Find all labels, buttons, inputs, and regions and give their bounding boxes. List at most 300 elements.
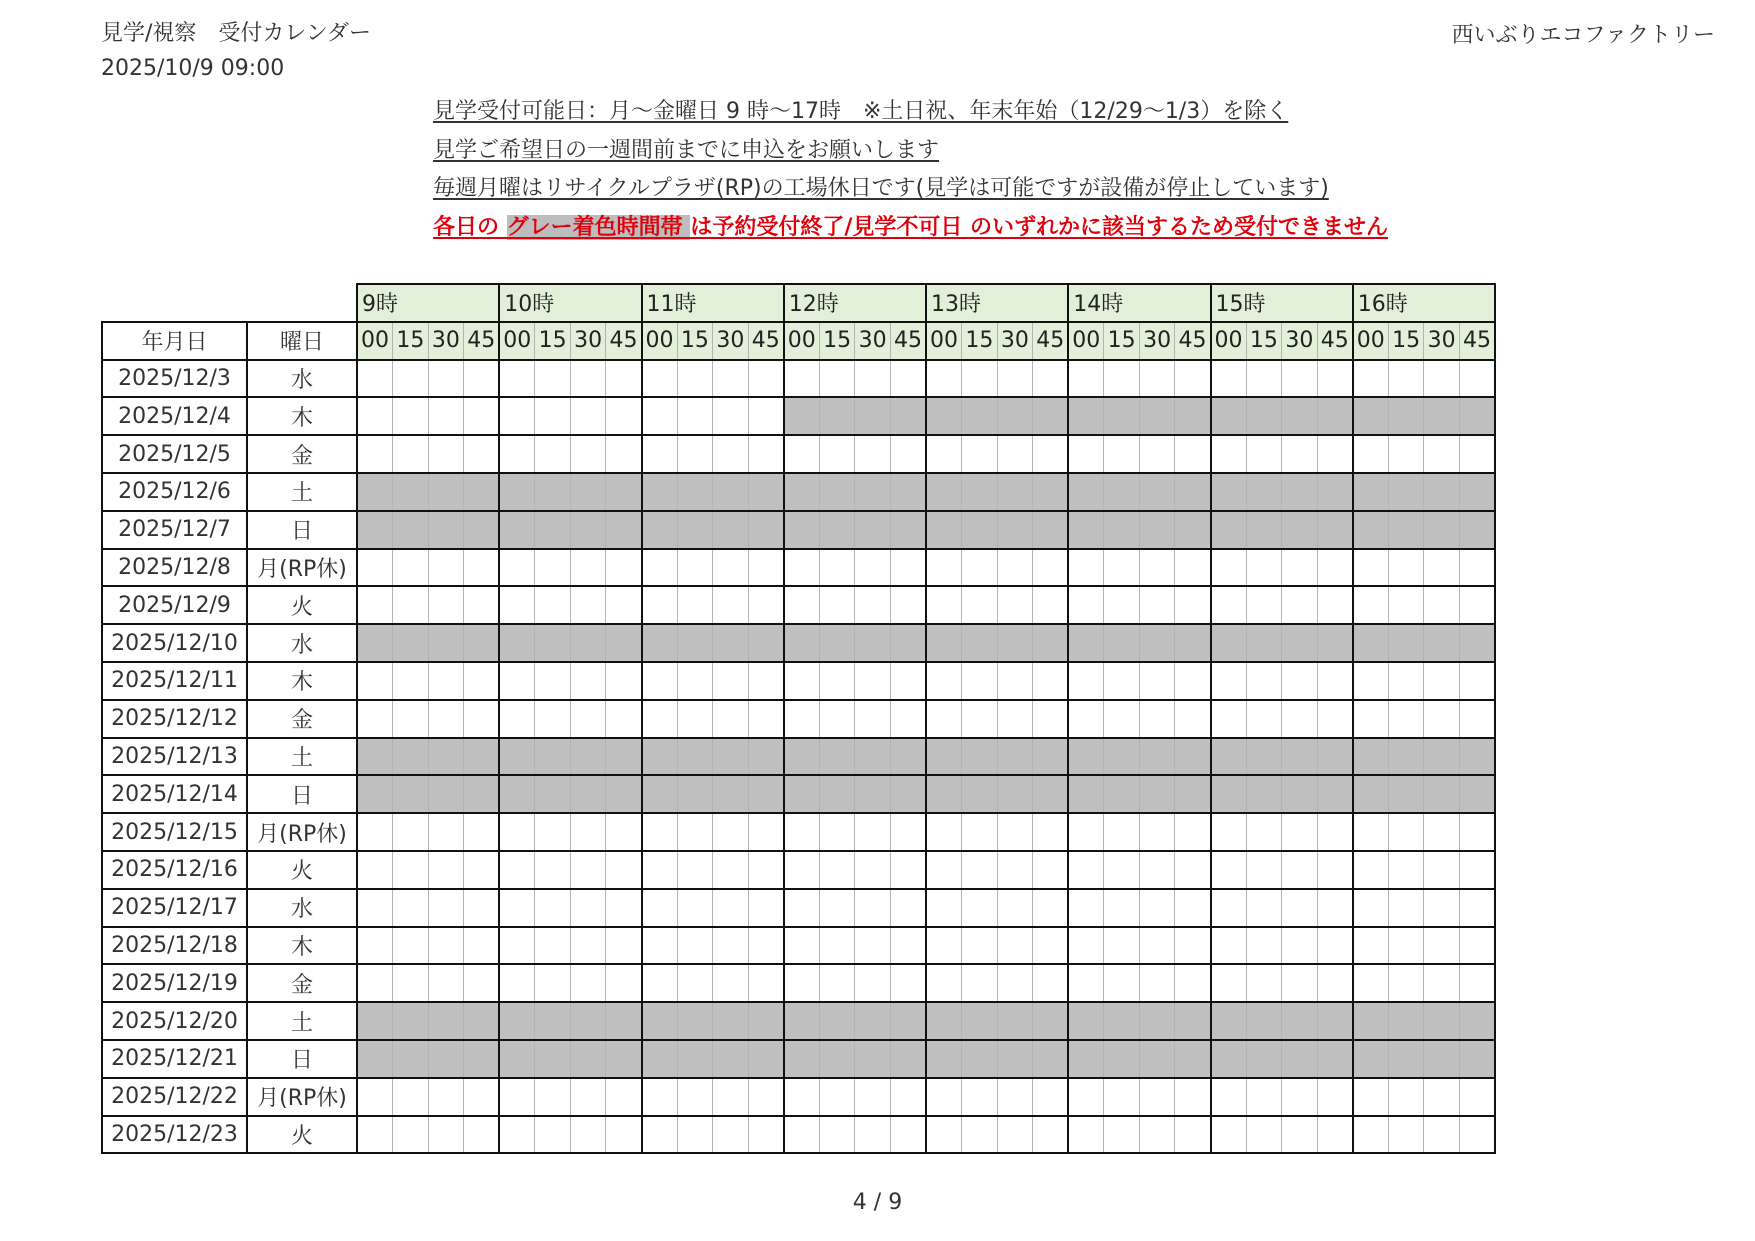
time-slot-open[interactable] — [1139, 700, 1175, 738]
time-slot-open[interactable] — [464, 662, 500, 700]
time-slot-open[interactable] — [428, 586, 464, 624]
time-slot-open[interactable] — [677, 851, 713, 889]
time-slot-open[interactable] — [428, 549, 464, 587]
time-slot-open[interactable] — [784, 813, 820, 851]
time-slot-open[interactable] — [926, 549, 962, 587]
time-slot-open[interactable] — [962, 1116, 998, 1154]
time-slot-open[interactable] — [499, 700, 535, 738]
time-slot-open[interactable] — [642, 397, 678, 435]
time-slot-open[interactable] — [819, 435, 855, 473]
time-slot-open[interactable] — [1353, 435, 1389, 473]
time-slot-open[interactable] — [464, 964, 500, 1002]
time-slot-open[interactable] — [748, 927, 784, 965]
time-slot-open[interactable] — [962, 549, 998, 587]
time-slot-open[interactable] — [1246, 435, 1282, 473]
time-slot-open[interactable] — [499, 662, 535, 700]
time-slot-open[interactable] — [1139, 851, 1175, 889]
time-slot-open[interactable] — [1104, 586, 1140, 624]
time-slot-open[interactable] — [606, 889, 642, 927]
time-slot-open[interactable] — [1033, 586, 1069, 624]
time-slot-open[interactable] — [393, 549, 429, 587]
time-slot-open[interactable] — [1424, 851, 1460, 889]
time-slot-open[interactable] — [962, 813, 998, 851]
time-slot-open[interactable] — [1104, 662, 1140, 700]
time-slot-open[interactable] — [1317, 851, 1353, 889]
time-slot-open[interactable] — [1353, 851, 1389, 889]
time-slot-open[interactable] — [606, 662, 642, 700]
time-slot-open[interactable] — [1353, 662, 1389, 700]
time-slot-open[interactable] — [499, 360, 535, 398]
time-slot-open[interactable] — [677, 813, 713, 851]
time-slot-open[interactable] — [926, 964, 962, 1002]
time-slot-open[interactable] — [748, 851, 784, 889]
time-slot-open[interactable] — [1068, 435, 1104, 473]
time-slot-open[interactable] — [1353, 889, 1389, 927]
time-slot-open[interactable] — [357, 851, 393, 889]
time-slot-open[interactable] — [1211, 1116, 1247, 1154]
time-slot-open[interactable] — [1388, 927, 1424, 965]
time-slot-open[interactable] — [748, 964, 784, 1002]
time-slot-open[interactable] — [1211, 586, 1247, 624]
time-slot-open[interactable] — [1459, 1078, 1495, 1116]
time-slot-open[interactable] — [1317, 700, 1353, 738]
time-slot-open[interactable] — [713, 700, 749, 738]
time-slot-open[interactable] — [926, 889, 962, 927]
time-slot-open[interactable] — [535, 1078, 571, 1116]
time-slot-open[interactable] — [1459, 586, 1495, 624]
time-slot-open[interactable] — [855, 360, 891, 398]
time-slot-open[interactable] — [393, 813, 429, 851]
time-slot-open[interactable] — [1033, 662, 1069, 700]
time-slot-open[interactable] — [784, 435, 820, 473]
time-slot-open[interactable] — [1068, 360, 1104, 398]
time-slot-open[interactable] — [855, 851, 891, 889]
time-slot-open[interactable] — [1246, 927, 1282, 965]
time-slot-open[interactable] — [784, 1078, 820, 1116]
time-slot-open[interactable] — [1068, 549, 1104, 587]
time-slot-open[interactable] — [1068, 851, 1104, 889]
time-slot-open[interactable] — [748, 586, 784, 624]
time-slot-open[interactable] — [1104, 1116, 1140, 1154]
time-slot-open[interactable] — [1317, 360, 1353, 398]
time-slot-open[interactable] — [606, 397, 642, 435]
time-slot-open[interactable] — [962, 964, 998, 1002]
time-slot-open[interactable] — [1033, 549, 1069, 587]
time-slot-open[interactable] — [393, 397, 429, 435]
time-slot-open[interactable] — [855, 1078, 891, 1116]
time-slot-open[interactable] — [606, 1078, 642, 1116]
time-slot-open[interactable] — [1175, 360, 1211, 398]
time-slot-open[interactable] — [1353, 927, 1389, 965]
time-slot-open[interactable] — [642, 1116, 678, 1154]
time-slot-open[interactable] — [890, 662, 926, 700]
time-slot-open[interactable] — [1317, 662, 1353, 700]
time-slot-open[interactable] — [819, 700, 855, 738]
time-slot-open[interactable] — [357, 964, 393, 1002]
time-slot-open[interactable] — [962, 435, 998, 473]
time-slot-open[interactable] — [1317, 549, 1353, 587]
time-slot-open[interactable] — [464, 851, 500, 889]
time-slot-open[interactable] — [357, 1078, 393, 1116]
time-slot-open[interactable] — [1068, 700, 1104, 738]
time-slot-open[interactable] — [1104, 549, 1140, 587]
time-slot-open[interactable] — [499, 1078, 535, 1116]
time-slot-open[interactable] — [357, 700, 393, 738]
time-slot-open[interactable] — [1459, 360, 1495, 398]
time-slot-open[interactable] — [713, 813, 749, 851]
time-slot-open[interactable] — [713, 927, 749, 965]
time-slot-open[interactable] — [1424, 549, 1460, 587]
time-slot-open[interactable] — [499, 549, 535, 587]
time-slot-open[interactable] — [1139, 813, 1175, 851]
time-slot-open[interactable] — [855, 662, 891, 700]
time-slot-open[interactable] — [357, 927, 393, 965]
time-slot-open[interactable] — [1139, 586, 1175, 624]
time-slot-open[interactable] — [393, 927, 429, 965]
time-slot-open[interactable] — [642, 549, 678, 587]
time-slot-open[interactable] — [606, 435, 642, 473]
time-slot-open[interactable] — [570, 1116, 606, 1154]
time-slot-open[interactable] — [926, 851, 962, 889]
time-slot-open[interactable] — [1424, 813, 1460, 851]
time-slot-open[interactable] — [1388, 700, 1424, 738]
time-slot-open[interactable] — [1139, 964, 1175, 1002]
time-slot-open[interactable] — [1139, 662, 1175, 700]
time-slot-open[interactable] — [1317, 586, 1353, 624]
time-slot-open[interactable] — [1424, 1078, 1460, 1116]
time-slot-open[interactable] — [1139, 549, 1175, 587]
time-slot-open[interactable] — [677, 1116, 713, 1154]
time-slot-open[interactable] — [606, 1116, 642, 1154]
time-slot-open[interactable] — [393, 662, 429, 700]
time-slot-open[interactable] — [1353, 964, 1389, 1002]
time-slot-open[interactable] — [962, 889, 998, 927]
time-slot-open[interactable] — [1424, 889, 1460, 927]
time-slot-open[interactable] — [606, 813, 642, 851]
time-slot-open[interactable] — [1211, 851, 1247, 889]
time-slot-open[interactable] — [570, 889, 606, 927]
time-slot-open[interactable] — [1246, 700, 1282, 738]
time-slot-open[interactable] — [1424, 435, 1460, 473]
time-slot-open[interactable] — [570, 813, 606, 851]
time-slot-open[interactable] — [1459, 927, 1495, 965]
time-slot-open[interactable] — [1317, 813, 1353, 851]
time-slot-open[interactable] — [677, 662, 713, 700]
time-slot-open[interactable] — [1353, 1116, 1389, 1154]
time-slot-open[interactable] — [1317, 1116, 1353, 1154]
time-slot-open[interactable] — [890, 360, 926, 398]
time-slot-open[interactable] — [713, 964, 749, 1002]
time-slot-open[interactable] — [1033, 889, 1069, 927]
time-slot-open[interactable] — [855, 1116, 891, 1154]
time-slot-open[interactable] — [535, 586, 571, 624]
time-slot-open[interactable] — [819, 851, 855, 889]
time-slot-open[interactable] — [535, 813, 571, 851]
time-slot-open[interactable] — [535, 889, 571, 927]
time-slot-open[interactable] — [1175, 851, 1211, 889]
time-slot-open[interactable] — [677, 700, 713, 738]
time-slot-open[interactable] — [1424, 700, 1460, 738]
time-slot-open[interactable] — [1388, 662, 1424, 700]
time-slot-open[interactable] — [890, 549, 926, 587]
time-slot-open[interactable] — [642, 851, 678, 889]
time-slot-open[interactable] — [1068, 889, 1104, 927]
time-slot-open[interactable] — [1175, 549, 1211, 587]
time-slot-open[interactable] — [1317, 1078, 1353, 1116]
time-slot-open[interactable] — [748, 549, 784, 587]
time-slot-open[interactable] — [713, 889, 749, 927]
time-slot-open[interactable] — [1459, 662, 1495, 700]
time-slot-open[interactable] — [1424, 927, 1460, 965]
time-slot-open[interactable] — [677, 889, 713, 927]
time-slot-open[interactable] — [997, 851, 1033, 889]
time-slot-open[interactable] — [1104, 700, 1140, 738]
time-slot-open[interactable] — [570, 662, 606, 700]
time-slot-open[interactable] — [1388, 1078, 1424, 1116]
time-slot-open[interactable] — [357, 586, 393, 624]
time-slot-open[interactable] — [606, 700, 642, 738]
time-slot-open[interactable] — [393, 586, 429, 624]
time-slot-open[interactable] — [677, 927, 713, 965]
time-slot-open[interactable] — [1211, 435, 1247, 473]
time-slot-open[interactable] — [1353, 1078, 1389, 1116]
time-slot-open[interactable] — [1459, 549, 1495, 587]
time-slot-open[interactable] — [855, 435, 891, 473]
time-slot-open[interactable] — [570, 851, 606, 889]
time-slot-open[interactable] — [819, 549, 855, 587]
time-slot-open[interactable] — [855, 927, 891, 965]
time-slot-open[interactable] — [1068, 1078, 1104, 1116]
time-slot-open[interactable] — [713, 1078, 749, 1116]
time-slot-open[interactable] — [1353, 586, 1389, 624]
time-slot-open[interactable] — [1175, 700, 1211, 738]
time-slot-open[interactable] — [1175, 435, 1211, 473]
time-slot-open[interactable] — [570, 586, 606, 624]
time-slot-open[interactable] — [1246, 586, 1282, 624]
time-slot-open[interactable] — [890, 435, 926, 473]
time-slot-open[interactable] — [997, 586, 1033, 624]
time-slot-open[interactable] — [428, 1078, 464, 1116]
time-slot-open[interactable] — [1353, 360, 1389, 398]
time-slot-open[interactable] — [997, 964, 1033, 1002]
time-slot-open[interactable] — [1282, 662, 1318, 700]
time-slot-open[interactable] — [464, 889, 500, 927]
time-slot-open[interactable] — [713, 586, 749, 624]
time-slot-open[interactable] — [1282, 586, 1318, 624]
time-slot-open[interactable] — [1068, 662, 1104, 700]
time-slot-open[interactable] — [819, 1116, 855, 1154]
time-slot-open[interactable] — [357, 549, 393, 587]
time-slot-open[interactable] — [784, 662, 820, 700]
time-slot-open[interactable] — [890, 964, 926, 1002]
time-slot-open[interactable] — [1139, 435, 1175, 473]
time-slot-open[interactable] — [1033, 1078, 1069, 1116]
time-slot-open[interactable] — [1139, 360, 1175, 398]
time-slot-open[interactable] — [464, 586, 500, 624]
time-slot-open[interactable] — [819, 586, 855, 624]
time-slot-open[interactable] — [1033, 700, 1069, 738]
time-slot-open[interactable] — [570, 964, 606, 1002]
time-slot-open[interactable] — [642, 360, 678, 398]
time-slot-open[interactable] — [393, 1116, 429, 1154]
time-slot-open[interactable] — [464, 360, 500, 398]
time-slot-open[interactable] — [677, 964, 713, 1002]
time-slot-open[interactable] — [1104, 1078, 1140, 1116]
time-slot-open[interactable] — [535, 964, 571, 1002]
time-slot-open[interactable] — [1424, 964, 1460, 1002]
time-slot-open[interactable] — [1317, 964, 1353, 1002]
time-slot-open[interactable] — [1282, 700, 1318, 738]
time-slot-open[interactable] — [926, 1078, 962, 1116]
time-slot-open[interactable] — [1388, 549, 1424, 587]
time-slot-open[interactable] — [819, 360, 855, 398]
time-slot-open[interactable] — [535, 549, 571, 587]
time-slot-open[interactable] — [962, 927, 998, 965]
time-slot-open[interactable] — [1424, 662, 1460, 700]
time-slot-open[interactable] — [393, 700, 429, 738]
time-slot-open[interactable] — [642, 435, 678, 473]
time-slot-open[interactable] — [1353, 700, 1389, 738]
time-slot-open[interactable] — [393, 889, 429, 927]
time-slot-open[interactable] — [1068, 813, 1104, 851]
time-slot-open[interactable] — [819, 964, 855, 1002]
time-slot-open[interactable] — [428, 813, 464, 851]
time-slot-open[interactable] — [1033, 1116, 1069, 1154]
time-slot-open[interactable] — [855, 586, 891, 624]
time-slot-open[interactable] — [428, 662, 464, 700]
time-slot-open[interactable] — [997, 700, 1033, 738]
time-slot-open[interactable] — [535, 700, 571, 738]
time-slot-open[interactable] — [926, 700, 962, 738]
time-slot-open[interactable] — [748, 360, 784, 398]
time-slot-open[interactable] — [606, 964, 642, 1002]
time-slot-open[interactable] — [570, 549, 606, 587]
time-slot-open[interactable] — [926, 360, 962, 398]
time-slot-open[interactable] — [997, 813, 1033, 851]
time-slot-open[interactable] — [784, 700, 820, 738]
time-slot-open[interactable] — [1459, 813, 1495, 851]
time-slot-open[interactable] — [890, 889, 926, 927]
time-slot-open[interactable] — [499, 927, 535, 965]
time-slot-open[interactable] — [1175, 813, 1211, 851]
time-slot-open[interactable] — [997, 435, 1033, 473]
time-slot-open[interactable] — [1317, 889, 1353, 927]
time-slot-open[interactable] — [890, 586, 926, 624]
time-slot-open[interactable] — [713, 435, 749, 473]
time-slot-open[interactable] — [606, 586, 642, 624]
time-slot-open[interactable] — [1033, 435, 1069, 473]
time-slot-open[interactable] — [1104, 927, 1140, 965]
time-slot-open[interactable] — [713, 1116, 749, 1154]
time-slot-open[interactable] — [962, 700, 998, 738]
time-slot-open[interactable] — [1175, 964, 1211, 1002]
time-slot-open[interactable] — [1104, 435, 1140, 473]
time-slot-open[interactable] — [535, 662, 571, 700]
time-slot-open[interactable] — [748, 435, 784, 473]
time-slot-open[interactable] — [855, 549, 891, 587]
time-slot-open[interactable] — [1388, 889, 1424, 927]
time-slot-open[interactable] — [997, 889, 1033, 927]
time-slot-open[interactable] — [393, 1078, 429, 1116]
time-slot-open[interactable] — [784, 851, 820, 889]
time-slot-open[interactable] — [428, 360, 464, 398]
time-slot-open[interactable] — [1033, 813, 1069, 851]
time-slot-open[interactable] — [357, 397, 393, 435]
time-slot-open[interactable] — [748, 662, 784, 700]
time-slot-open[interactable] — [1282, 435, 1318, 473]
time-slot-open[interactable] — [819, 889, 855, 927]
time-slot-open[interactable] — [890, 700, 926, 738]
time-slot-open[interactable] — [784, 549, 820, 587]
time-slot-open[interactable] — [1459, 435, 1495, 473]
time-slot-open[interactable] — [1068, 586, 1104, 624]
time-slot-open[interactable] — [1282, 851, 1318, 889]
time-slot-open[interactable] — [464, 397, 500, 435]
time-slot-open[interactable] — [1246, 1116, 1282, 1154]
time-slot-open[interactable] — [464, 700, 500, 738]
time-slot-open[interactable] — [997, 927, 1033, 965]
time-slot-open[interactable] — [499, 397, 535, 435]
time-slot-open[interactable] — [1388, 435, 1424, 473]
time-slot-open[interactable] — [570, 700, 606, 738]
time-slot-open[interactable] — [642, 964, 678, 1002]
time-slot-open[interactable] — [1175, 1116, 1211, 1154]
time-slot-open[interactable] — [1246, 964, 1282, 1002]
time-slot-open[interactable] — [1246, 360, 1282, 398]
time-slot-open[interactable] — [784, 586, 820, 624]
time-slot-open[interactable] — [890, 813, 926, 851]
time-slot-open[interactable] — [428, 435, 464, 473]
time-slot-open[interactable] — [1104, 851, 1140, 889]
time-slot-open[interactable] — [1211, 360, 1247, 398]
time-slot-open[interactable] — [570, 360, 606, 398]
time-slot-open[interactable] — [677, 397, 713, 435]
time-slot-open[interactable] — [393, 851, 429, 889]
time-slot-open[interactable] — [1211, 889, 1247, 927]
time-slot-open[interactable] — [499, 435, 535, 473]
time-slot-open[interactable] — [642, 1078, 678, 1116]
time-slot-open[interactable] — [962, 1078, 998, 1116]
time-slot-open[interactable] — [713, 360, 749, 398]
time-slot-open[interactable] — [642, 662, 678, 700]
time-slot-open[interactable] — [535, 435, 571, 473]
time-slot-open[interactable] — [428, 889, 464, 927]
time-slot-open[interactable] — [1459, 964, 1495, 1002]
time-slot-open[interactable] — [1282, 964, 1318, 1002]
time-slot-open[interactable] — [606, 549, 642, 587]
time-slot-open[interactable] — [784, 927, 820, 965]
time-slot-open[interactable] — [428, 397, 464, 435]
time-slot-open[interactable] — [535, 1116, 571, 1154]
time-slot-open[interactable] — [428, 700, 464, 738]
time-slot-open[interactable] — [499, 813, 535, 851]
time-slot-open[interactable] — [677, 549, 713, 587]
time-slot-open[interactable] — [890, 1116, 926, 1154]
time-slot-open[interactable] — [1388, 360, 1424, 398]
time-slot-open[interactable] — [926, 927, 962, 965]
time-slot-open[interactable] — [464, 1116, 500, 1154]
time-slot-open[interactable] — [1459, 1116, 1495, 1154]
time-slot-open[interactable] — [535, 397, 571, 435]
time-slot-open[interactable] — [1211, 964, 1247, 1002]
time-slot-open[interactable] — [1424, 360, 1460, 398]
time-slot-open[interactable] — [855, 813, 891, 851]
time-slot-open[interactable] — [606, 927, 642, 965]
time-slot-open[interactable] — [499, 964, 535, 1002]
time-slot-open[interactable] — [713, 851, 749, 889]
time-slot-open[interactable] — [1282, 927, 1318, 965]
time-slot-open[interactable] — [926, 813, 962, 851]
